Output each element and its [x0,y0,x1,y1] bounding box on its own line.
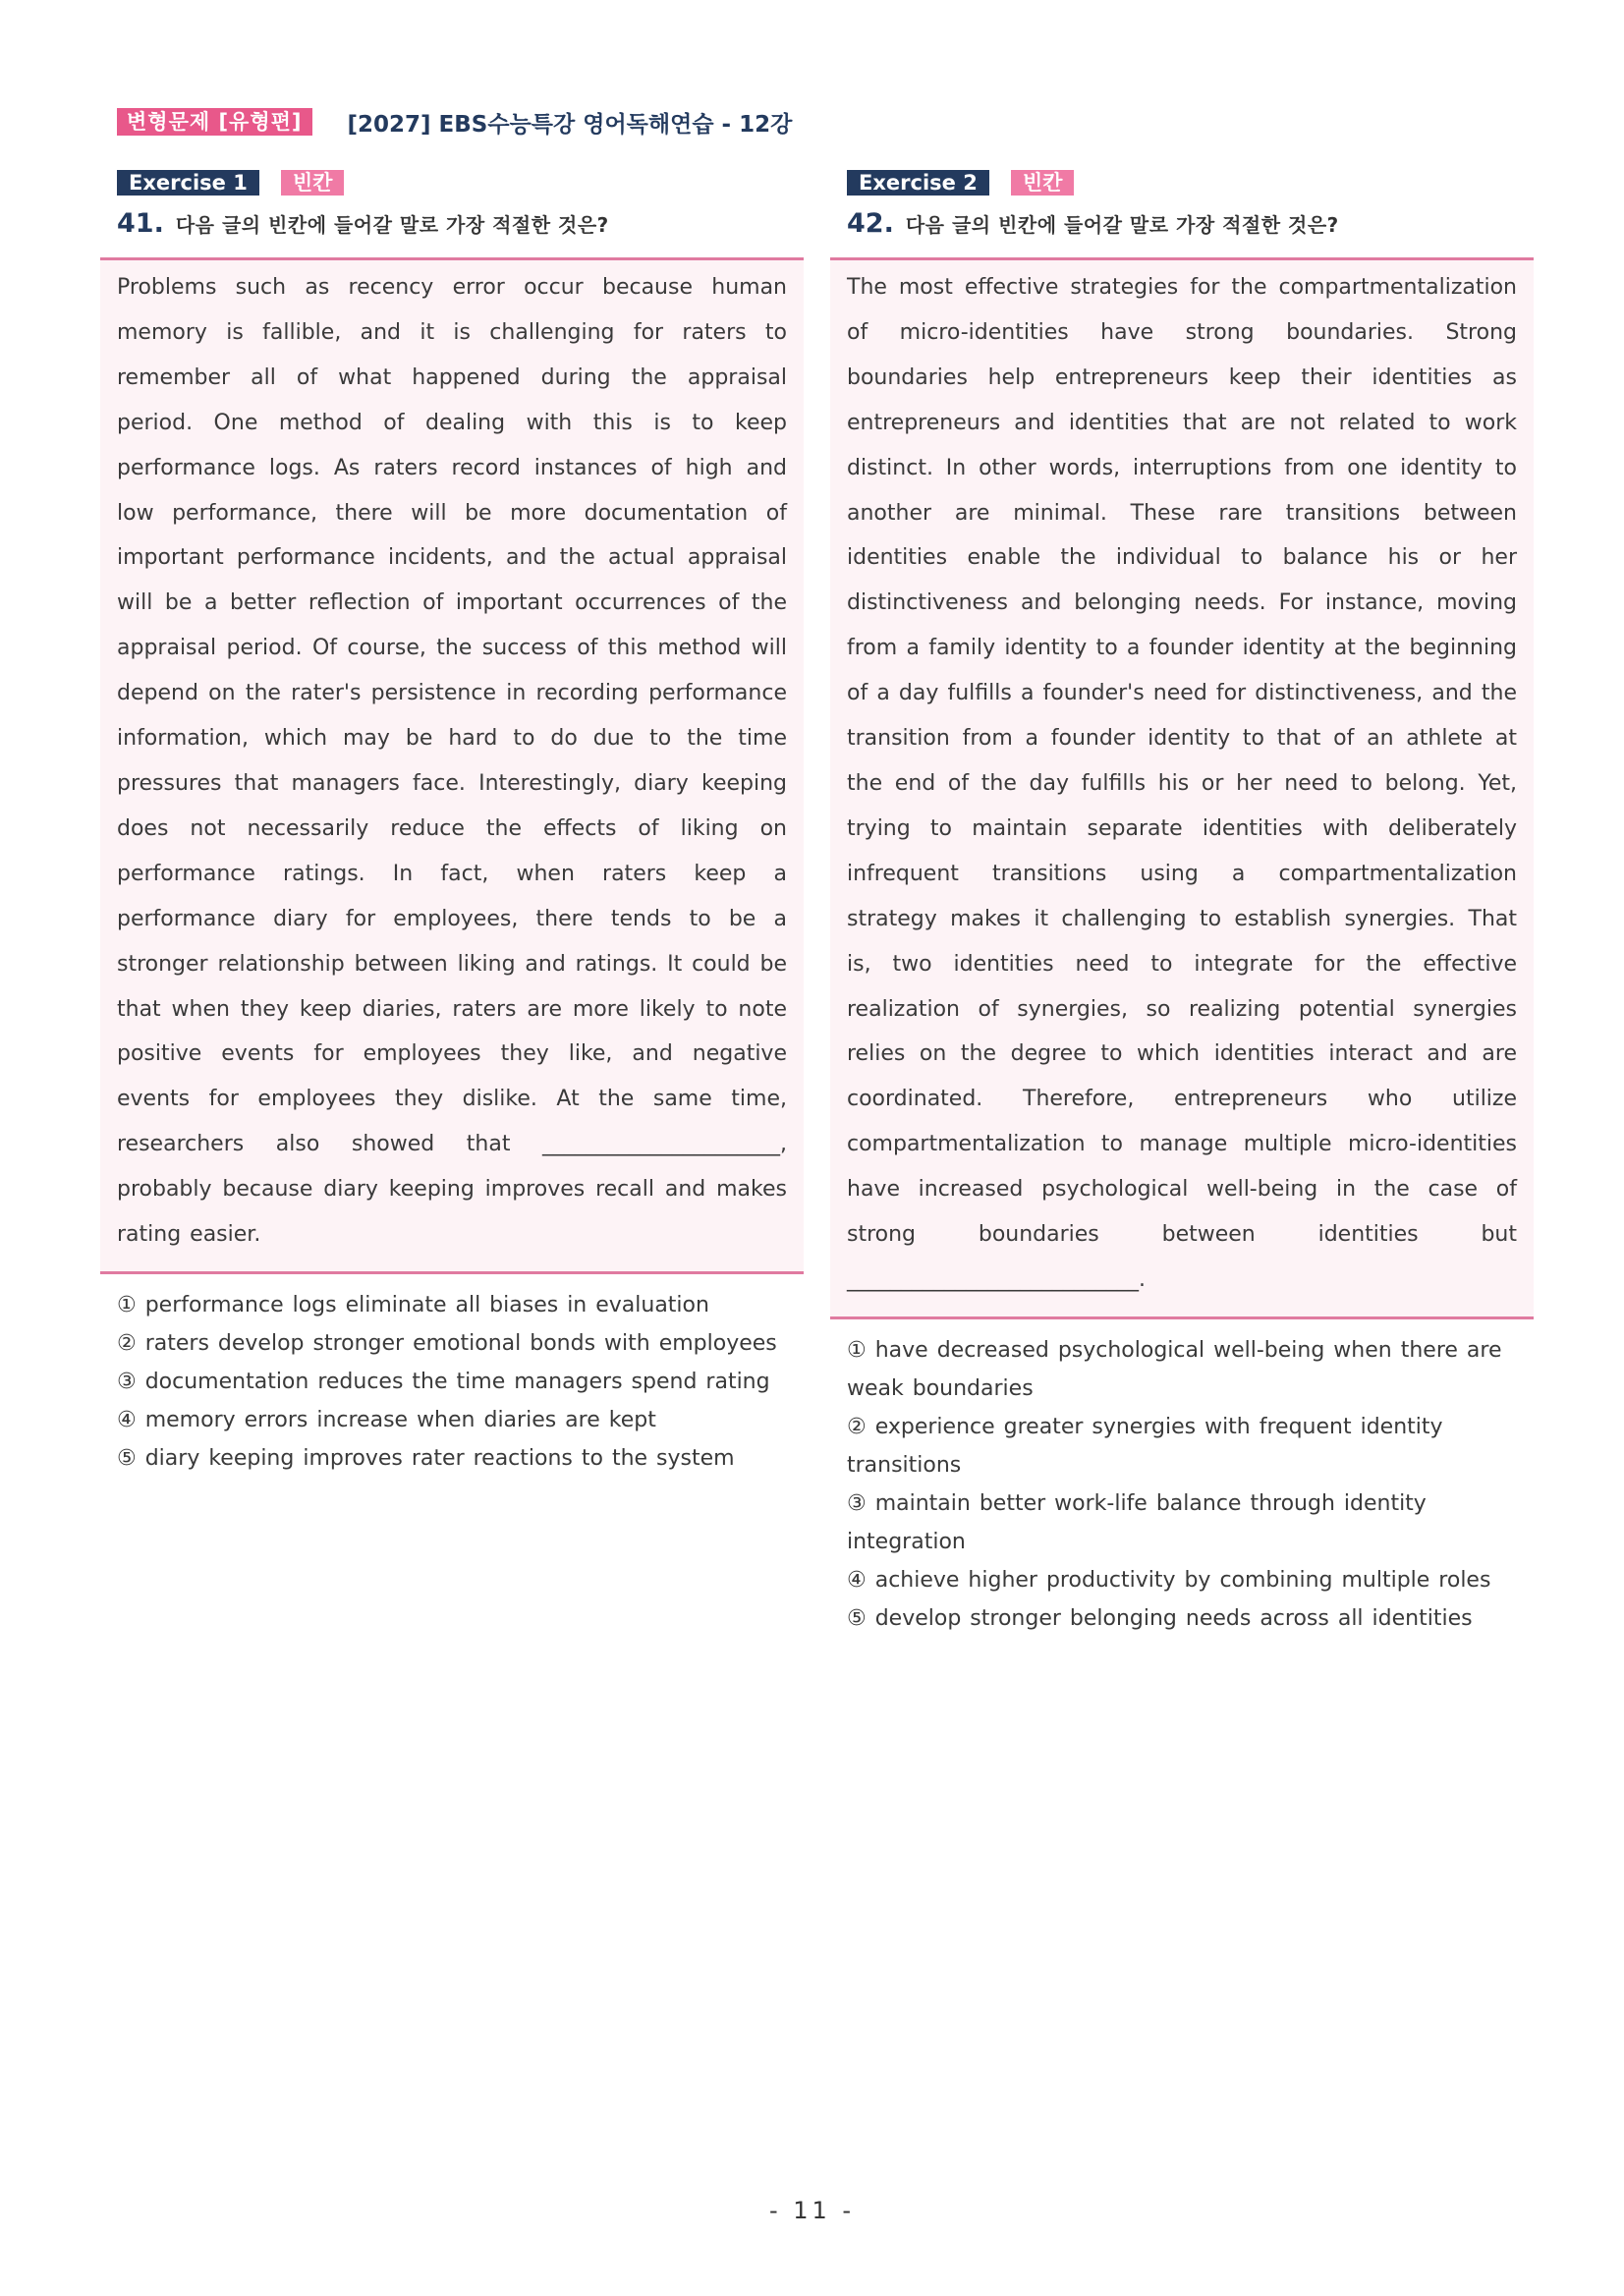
exercise-tag: Exercise 1 [117,170,259,196]
answer-choice-5[interactable]: ⑤ develop stronger belonging needs across all identities [847,1605,1473,1631]
answer-choices [830,1319,1534,1638]
header-title: [2027] EBS수능특강 영어독해연습 - 12강 [347,111,793,138]
question-type-tag: 빈칸 [281,170,345,196]
answer-choice-2[interactable]: ② experience greater synergies with frequent identity transitions [847,1414,1443,1478]
answer-choice-1[interactable]: ① have decreased psychological well-being when there are weak boundaries [847,1337,1502,1401]
answer-choice-1[interactable]: ① performance logs eliminate all biases in evaluation [117,1292,709,1317]
exercise-label-row [117,169,804,196]
answer-choice-5[interactable]: ⑤ diary keeping improves rater reactions to the system [117,1445,735,1471]
question-row [847,208,1534,244]
question-row [117,208,804,244]
passage-text: Problems such as recency error occur because human memory is fallible, and it is challenging for raters to remember all of what happened during the appraisal period. One method of dealing with this is to keep performance logs. As raters record instances of high and low performance, there will be more documentation of important performance incidents, and the actual appraisal will be a better reflection of important occurrences of the appraisal period. Of course, the success of this method will depend on the rater's persistence in recording performance information, which may be hard to do due to the time pressures that managers face. Interestingly, diary keeping does not necessarily reduce the effects of liking on performance ratings. In fact, when raters keep a performance diary for employees, there tends to be a stronger relationship between liking and ratings. It could be that when they keep diaries, raters are more likely to note positive events for employees they like, and negative events for employees they dislike. At the same time, researchers also showed that ______________________, probably because diary keeping improves recall and makes rating easier. [117,275,787,1248]
exercise-label-row [847,169,1534,196]
header-badge: 변형문제 [유형편] [117,108,312,136]
question-prompt: 다음 글의 빈칸에 들어갈 말로 가장 적절한 것은? [905,213,1339,237]
question-prompt: 다음 글의 빈칸에 들어갈 말로 가장 적절한 것은? [175,213,609,237]
page-number: - 11 - [768,2197,856,2224]
answer-choice-2[interactable]: ② raters develop stronger emotional bonds with employees [117,1330,777,1356]
question-number: 42. [847,208,894,239]
answer-choice-3[interactable]: ③ maintain better work-life balance through identity integration [847,1490,1427,1554]
exercise-tag: Exercise 2 [847,170,989,196]
passage-text: The most effective strategies for the compartmentalization of micro-identities have strong boundaries. Strong boundaries help entrepreneurs keep their identities as entrepreneurs and identities that are not related to work distinct. In other words, interruptions from one identity to another are minimal. These rare transitions between identities enable the individual to balance his or her distinctiveness and belonging needs. For instance, moving from a family identity to a founder identity at the beginning of a day fulfills a founder's need for distinctiveness, and the transition from a founder identity to that of an athlete at the end of the day fulfills his or her need to belong. Yet, trying to maintain separate identities with deliberately infrequent transitions using a compartmentalization strategy makes it challenging to establish synergies. That is, two identities need to integrate for the effective realization of synergies, so realizing potential synergies relies on the degree to which identities interact and are coordinated. Therefore, entrepreneurs who utilize compartmentalization to manage multiple micro-identities have increased psychological well-being in the case of strong boundaries between identities but ___________________________. [847,275,1517,1292]
passage-box [100,257,804,1274]
answer-choice-4[interactable]: ④ memory errors increase when diaries are kept [117,1407,656,1432]
page-header [117,106,792,138]
exercise-1 [100,169,804,1478]
question-number: 41. [117,208,164,239]
question-type-tag: 빈칸 [1011,170,1075,196]
exercise-2 [830,169,1534,1638]
answer-choice-3[interactable]: ③ documentation reduces the time managers spend rating [117,1369,770,1394]
passage-box [830,257,1534,1319]
answer-choice-4[interactable]: ④ achieve higher productivity by combining multiple roles [847,1567,1491,1593]
answer-choices [100,1274,804,1478]
